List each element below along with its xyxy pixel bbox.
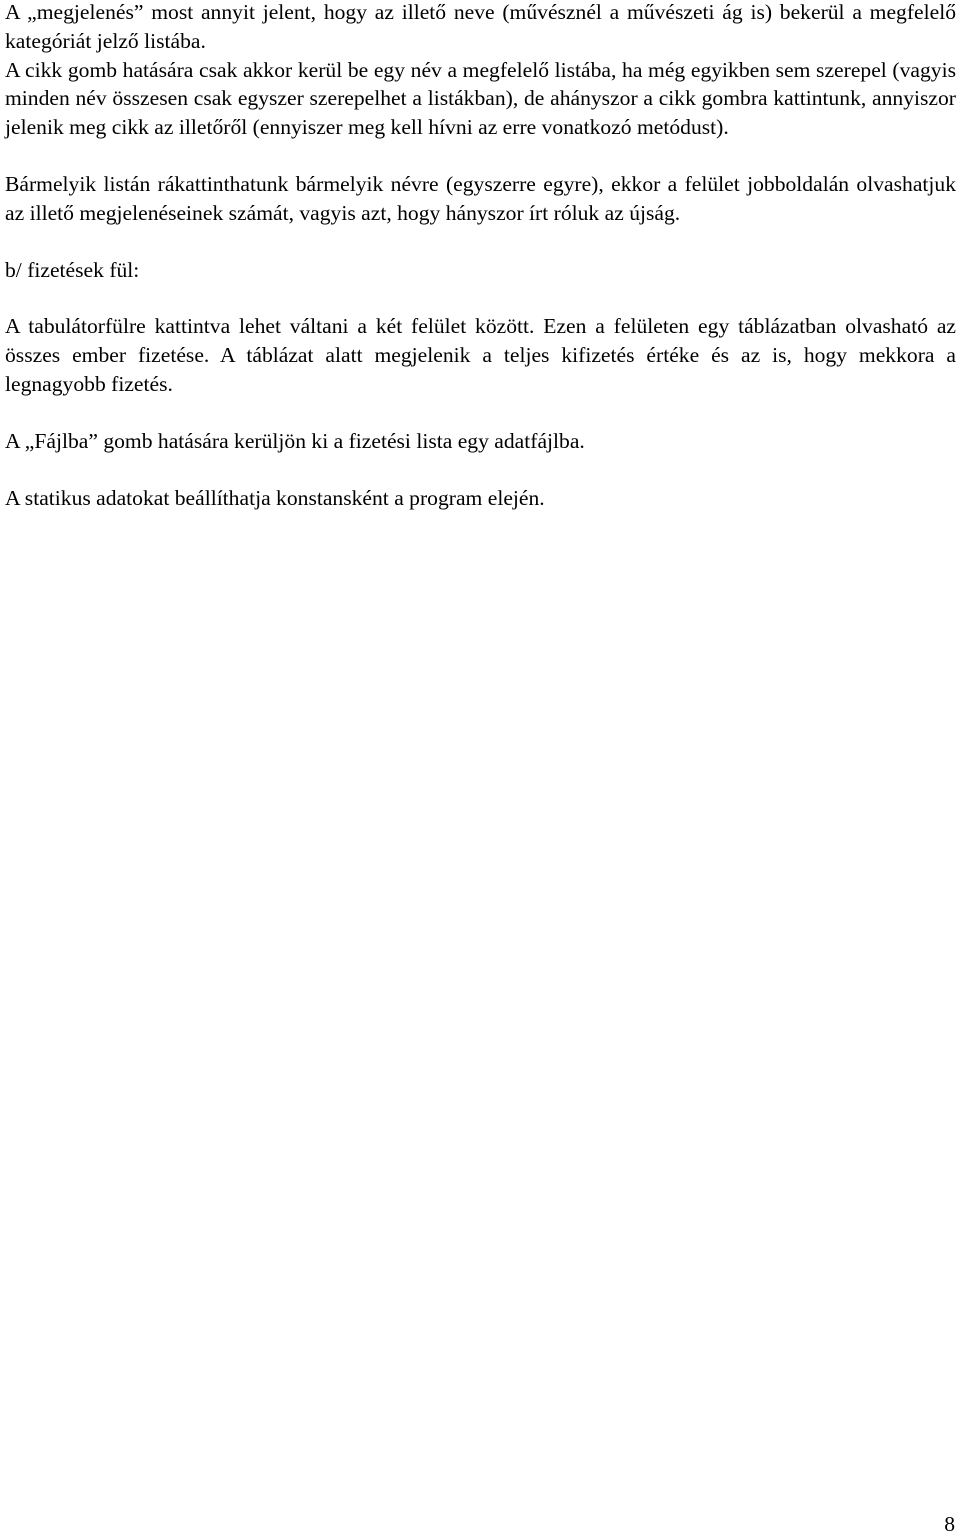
paragraph-statikus-adatok: A statikus adatokat beállíthatja konstansként a program elején. <box>5 485 545 510</box>
paragraph-fajlba-gomb: A „Fájlba” gomb hatására kerüljön ki a fizetési lista egy adatfájlba. <box>5 428 585 453</box>
paragraph-megjelenes: A „megjelenés” most annyit jelent, hogy az illető neve (művésznél a művészeti ág is) bekerül a megfelelő kategóriát jelző listába. <box>5 0 956 53</box>
page-number: 8 <box>944 1512 955 1536</box>
paragraph-tabulatorful: A tabulátorfülre kattintva lehet váltani a két felület között. Ezen a felületen egy táblázatban olvasható az összes ember fizetése. A táblázat alatt megjelenik a teljes kifizetés értéke és az is, hogy mekkora a legnagyobb fizetés. <box>5 314 956 396</box>
heading-fizetesek-ful: b/ fizetések fül: <box>5 257 140 282</box>
document-page <box>5 0 956 512</box>
paragraph-cikk-gomb: A cikk gomb hatására csak akkor kerül be egy név a megfelelő listába, ha még egyikben sem szerepel (vagyis minden név összesen csak egyszer szerepelhet a listákban), de ahányszor a cikk gombra kattintunk, annyiszor jelenik meg cikk az illetőről (ennyiszer meg kell hívni az erre vonatkozó metódust). <box>5 57 956 140</box>
paragraph-barmelyik-lista: Bármelyik listán rákattinthatunk bármelyik névre (egyszerre egyre), ekkor a felület jobboldalán olvashatjuk az illető megjelenéseinek számát, vagyis azt, hogy hányszor írt róluk az újság. <box>5 171 956 225</box>
